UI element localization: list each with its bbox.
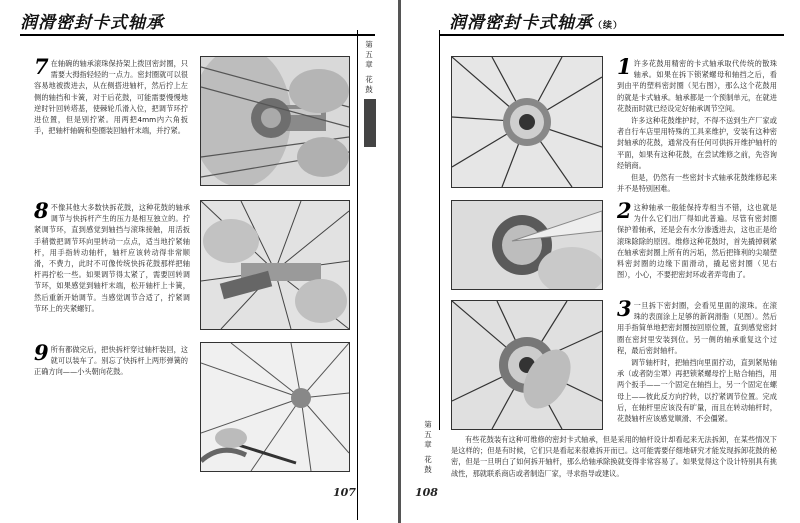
step-1-para-3: 但是，仍然有一些密封卡式轴承花鼓维修起来并不是特别困难。 bbox=[617, 173, 777, 194]
page-number-108: 108 bbox=[415, 486, 438, 499]
left-page-title: 润滑密封卡式轴承 bbox=[20, 13, 164, 33]
step-number: 8 bbox=[34, 198, 49, 223]
right-side-tab: 第 五 章 花 鼓 bbox=[424, 420, 432, 474]
step-text: 所有都做完后，把快拆杆穿过轴杆装回，这就可以装车了。别忘了快拆杆上两形弹簧的正确方向——小头朝向花鼓。 bbox=[34, 345, 188, 377]
step-number: 2 bbox=[617, 198, 632, 223]
step-1 bbox=[617, 54, 777, 195]
seal-removal-photo bbox=[451, 200, 603, 290]
grease-bearing-photo bbox=[451, 300, 603, 430]
step-text: 在轴碗的轴承滚珠保持架上拨回密封圈，只需要大拇指轻轻的一点力。密封圈就可以很容易地被拨进去，从在侧搭进轴杆，然后拧上左侧的轴挡和卡簧，对于后花鼓，可能需要慢慢地逆时针回转塔基，使棘轮爪滑入位，把调节环拧进位置，但是别拧紧。用两把4mm内六角扳手，把轴杆轴碗和垫圈装回轴杆末端，并拧紧。 bbox=[34, 59, 188, 136]
right-page bbox=[401, 0, 800, 523]
chapter-marker bbox=[364, 99, 376, 147]
step-number: 3 bbox=[617, 296, 632, 321]
title-suffix: （续） bbox=[593, 21, 624, 31]
step-number: 9 bbox=[34, 340, 49, 365]
step-9 bbox=[34, 340, 188, 378]
step-2-para-1: 这种轴承一般能保持寿相当不错，这也就是为什么它们出厂得如此普遍。尽管有密封圈保护着轴承，还是会有水分渗透进去，这也正是给滚珠除除的原因。维修这种花鼓时，首先撬掉刺紧在轴承密封圈上所有的污垢，然后把锋利的尖端塑料密封圈的边缘下面滑动，撬起密封圈（见右图），小心，不要把密封环或者弄弯曲了。 bbox=[617, 203, 777, 280]
right-margin-line bbox=[439, 30, 440, 430]
step-number: 1 bbox=[617, 54, 632, 79]
step-3-continued bbox=[451, 434, 777, 480]
step-3-para-2: 调节轴杆时，把轴挡向里面拧动，直到紧贴轴承（或者防尘罩）再把锁紧螺母拧上贴合轴挡，用两个扳手——一个固定在轴挡上，另一个固定在螺母上——彼此反方向拧转，以拧紧调节位置。完成后，在轴杆里应该没有旷量，而且在转动轴杆时，花鼓轴杆应该感觉顺滑、不会僵紧。 bbox=[617, 358, 777, 424]
left-margin-line bbox=[357, 30, 358, 520]
step-1-para-2: 许多这种花鼓维护时，不得不送到生产厂家或者自行车店里用特殊的工具来维护，安装有这种密封轴承的花鼓，通常没有任何可供拆开维护轴杆的平面，如果有这种花鼓，在尝试维修之前，先咨询经销商。 bbox=[617, 116, 777, 170]
step-3-para-1: 一旦拆下密封圈，会看见里面的滚珠。在滚珠的表面涂上足够的新润滑脂（见图）。然后用手指简单地把密封圈按回原位置，直到感觉密封圈在密封里安装到位。另一侧的轴承重复这个过程，最后密封轴杆。 bbox=[617, 301, 777, 355]
step-8 bbox=[34, 198, 190, 314]
left-page bbox=[0, 0, 398, 523]
step-text: 不像其他大多数快拆花鼓，这种花鼓的轴承调节与快拆杆产生的压力是相互独立的。拧紧调节环，直到感觉到轴挡与滚珠接触，用活扳手稍微把调节环向里转动一点点，适当地拧紧轴杆，用手指转动轴杆，轴杆应该转动得非常顺滑，不费力，此时不可像传统快拆花鼓那样把轴杆再拧松一些。如果调节得太紧了，需要回转调节环，如果感觉到轴杆末端，松开轴杆上卡簧，然后重新开始调节。当感觉调节合适了，拧紧调节环上的夹紧螺钉。 bbox=[34, 203, 190, 313]
right-title-rule bbox=[439, 34, 784, 36]
page-number-107: 107 bbox=[333, 486, 356, 499]
hub-wrench-photo bbox=[200, 200, 350, 330]
left-side-tab: 第 五 章 花 鼓 bbox=[364, 40, 374, 147]
step-3-para-3: 有些花鼓装有这种可维修的密封卡式轴承，但是采用的轴杆设计却看起来无法拆卸，在某些情况下是这样的；但是有时候，它们只是看起来很难拆开而已。这可能需要仔细地研究才能发现拆卸花鼓的秘密，但是一旦明白了如何拆开轴杆，那么给轴承除换就变得非常容易了。如果觉得这个设计特别具有挑战性，那就联系商店或者制造厂家，寻求指导或建议。 bbox=[451, 435, 777, 478]
cartridge-bearing-photo bbox=[451, 56, 603, 188]
right-page-title: 润滑密封卡式轴承（续） bbox=[449, 13, 624, 33]
step-number: 7 bbox=[34, 54, 49, 79]
step-2 bbox=[617, 198, 777, 281]
quick-release-photo bbox=[200, 342, 350, 472]
step-7 bbox=[34, 54, 188, 136]
left-title-rule bbox=[20, 34, 375, 36]
step-1-para-1: 许多花鼓用精密的卡式轴承取代传统的散珠轴承。如果在拆下锁紧螺母和轴挡之后，看到由平的塑料密封圈（见右图），那么这个花鼓用的就是卡式轴承。轴承都是一个预制单元，在就进花鼓而时就已经设定好轴承调节空间。 bbox=[617, 59, 777, 113]
step-3 bbox=[617, 296, 777, 425]
hub-axle-photo bbox=[200, 56, 350, 186]
